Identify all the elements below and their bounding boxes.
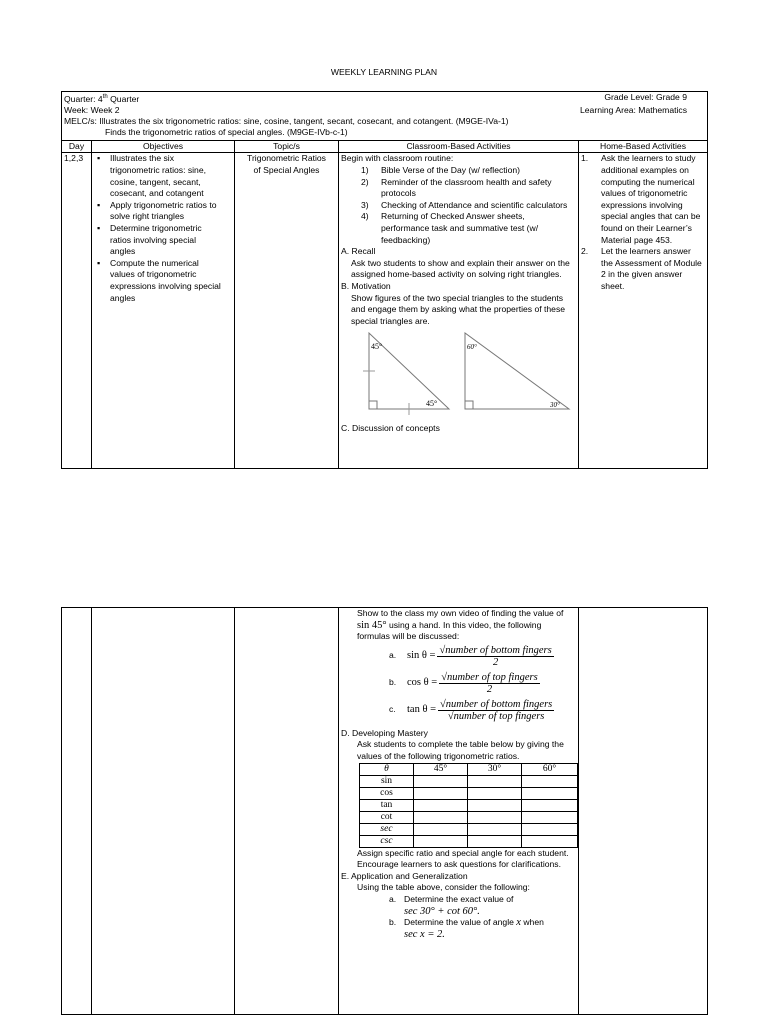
learning-area: Learning Area: Mathematics — [580, 104, 688, 115]
plan-body-row — [62, 153, 708, 469]
trig-table-row: tan — [360, 799, 578, 811]
melc-line-1: MELC/s: Illustrates the six trigonometric ratios: sine, cosine, tangent, secant, cosecant, and cotangent. (M9GE-IVa-1) — [64, 115, 509, 126]
trig-ratio-table — [359, 763, 578, 848]
classroom-cell-continued — [339, 608, 579, 1015]
triangle-45-45-90 — [363, 333, 449, 415]
routine-item: 1) Bible Verse of the Day (w/ reflection) — [361, 165, 520, 176]
formula-tan: c. tan θ = $\frac{\text{√number of bottom fingers}}{\text{√number of top fingers}}$ — [389, 698, 553, 722]
formula-sin: a. sin θ = $\frac{\text{√number of bottom fingers}}{2}$ — [389, 644, 552, 668]
tri1-bottom-angle: 45° — [426, 399, 438, 409]
application-items — [389, 894, 574, 940]
trig-table-row: csc — [360, 835, 578, 847]
trig-table-header: θ 45° 30° 60° — [360, 763, 578, 775]
motivation-text: Show figures of the two special triangles to the students and engage them by asking what the properties of these special triangles are. — [351, 292, 566, 326]
objective-item: ▪ Determine trigonometric ratios involving special angles — [110, 223, 222, 258]
col-classroom: Classroom-Based Activities — [339, 140, 579, 153]
plan-body-row-continued — [62, 608, 708, 1015]
objective-item: ▪ Illustrates the six trigonometric ratios: sine, cosine, tangent, secant, cosecant, and cotangent — [110, 153, 222, 199]
topic-cell-continued — [235, 608, 339, 1015]
classroom-cell — [339, 153, 579, 469]
objectives-cell — [92, 153, 235, 469]
column-headers — [62, 140, 708, 153]
special-triangles-figure — [341, 329, 577, 419]
col-topics: Topic/s — [235, 140, 339, 153]
video-text: Show to the class my own video of finding the value of sin 45° using a hand. In this video, the following formulas will be discussed: — [357, 608, 564, 642]
routine-item: 2) Reminder of the classroom health and safety protocols — [361, 176, 552, 199]
mastery-title: D. Developing Mastery — [341, 727, 428, 738]
application-item-a: a. Determine the exact value of sec 30° + cot 60°. — [389, 893, 514, 917]
learning-plan-table — [61, 91, 708, 469]
topic-text: Trigonometric Ratios of Special Angles — [247, 153, 326, 176]
routine-intro: Begin with classroom routine: — [341, 153, 454, 164]
application-text: Using the table above, consider the following: — [357, 882, 530, 893]
week-label: Week: Week 2 — [64, 104, 120, 115]
application-title: E. Application and Generalization — [341, 870, 468, 881]
objective-item: ▪ Compute the numerical values of trigonometric expressions involving special angles — [110, 258, 222, 304]
col-objectives: Objectives — [92, 140, 235, 153]
motivation-title: B. Motivation — [341, 280, 391, 291]
recall-text: Ask two students to show and explain their answer on the assigned home-based activity on solving right triangles. — [351, 257, 570, 280]
topic-cell — [235, 153, 339, 469]
trig-table-row: cot — [360, 811, 578, 823]
assign-text: Assign specific ratio and special angle for each student. — [357, 847, 569, 858]
trig-table-row: cos — [360, 787, 578, 799]
recall-title: A. Recall — [341, 246, 376, 257]
objectives-cell-continued — [92, 608, 235, 1015]
home-item: 2. Let the learners answer the Assessment of Module 2 in the given answer sheet. — [581, 246, 702, 291]
document-title: WEEKLY LEARNING PLAN — [330, 67, 438, 77]
quarter-label: Quarter: 4th Quarter — [64, 93, 140, 104]
col-day: Day — [62, 140, 92, 153]
learning-plan-table-continued — [61, 607, 708, 1015]
day-cell-continued — [62, 608, 92, 1015]
grade-level: Grade Level: Grade 9 — [604, 92, 688, 102]
trig-table-row: sec — [360, 823, 578, 835]
triangle-30-60-90 — [465, 333, 569, 409]
home-cell — [579, 153, 708, 469]
routine-item: 4) Returning of Checked Answer sheets, performance task and summative test (w/ feedbacking) — [361, 211, 539, 245]
trig-table-row: sin — [360, 775, 578, 787]
home-item: 1. Ask the learners to study additional examples on computing the numerical values of trigonometric expressions involving special angles that can be found on their Learner’s Material page 453. — [581, 153, 701, 245]
melc-line-2: Finds the trigonometric ratios of special angles. (M9GE-IVb-c-1) — [105, 126, 348, 137]
formula-cos: b. cos θ = $\frac{\text{√number of top fingers}}{2}$ — [389, 671, 538, 695]
col-home: Home-Based Activities — [579, 140, 708, 153]
discussion-title: C. Discussion of concepts — [341, 423, 440, 434]
day-cell: 1,2,3 — [62, 153, 92, 469]
application-item-b: b. Determine the value of angle x when sec x = 2. — [389, 917, 544, 940]
encourage-text: Encourage learners to ask questions for clarifications. — [357, 859, 561, 870]
tri2-bottom-angle: 30° — [550, 401, 560, 410]
plan-header-info — [62, 92, 708, 141]
routine-item: 3) Checking of Attendance and scientific calculators — [361, 199, 568, 210]
tri2-top-angle: 60° — [467, 343, 477, 352]
objective-item: ▪ Apply trigonometric ratios to solve right triangles — [110, 200, 222, 223]
mastery-text: Ask students to complete the table below by giving the values of the following trigonometric ratios. — [357, 739, 564, 761]
tri1-top-angle: 45° — [371, 342, 383, 352]
home-cell-continued — [579, 608, 708, 1015]
